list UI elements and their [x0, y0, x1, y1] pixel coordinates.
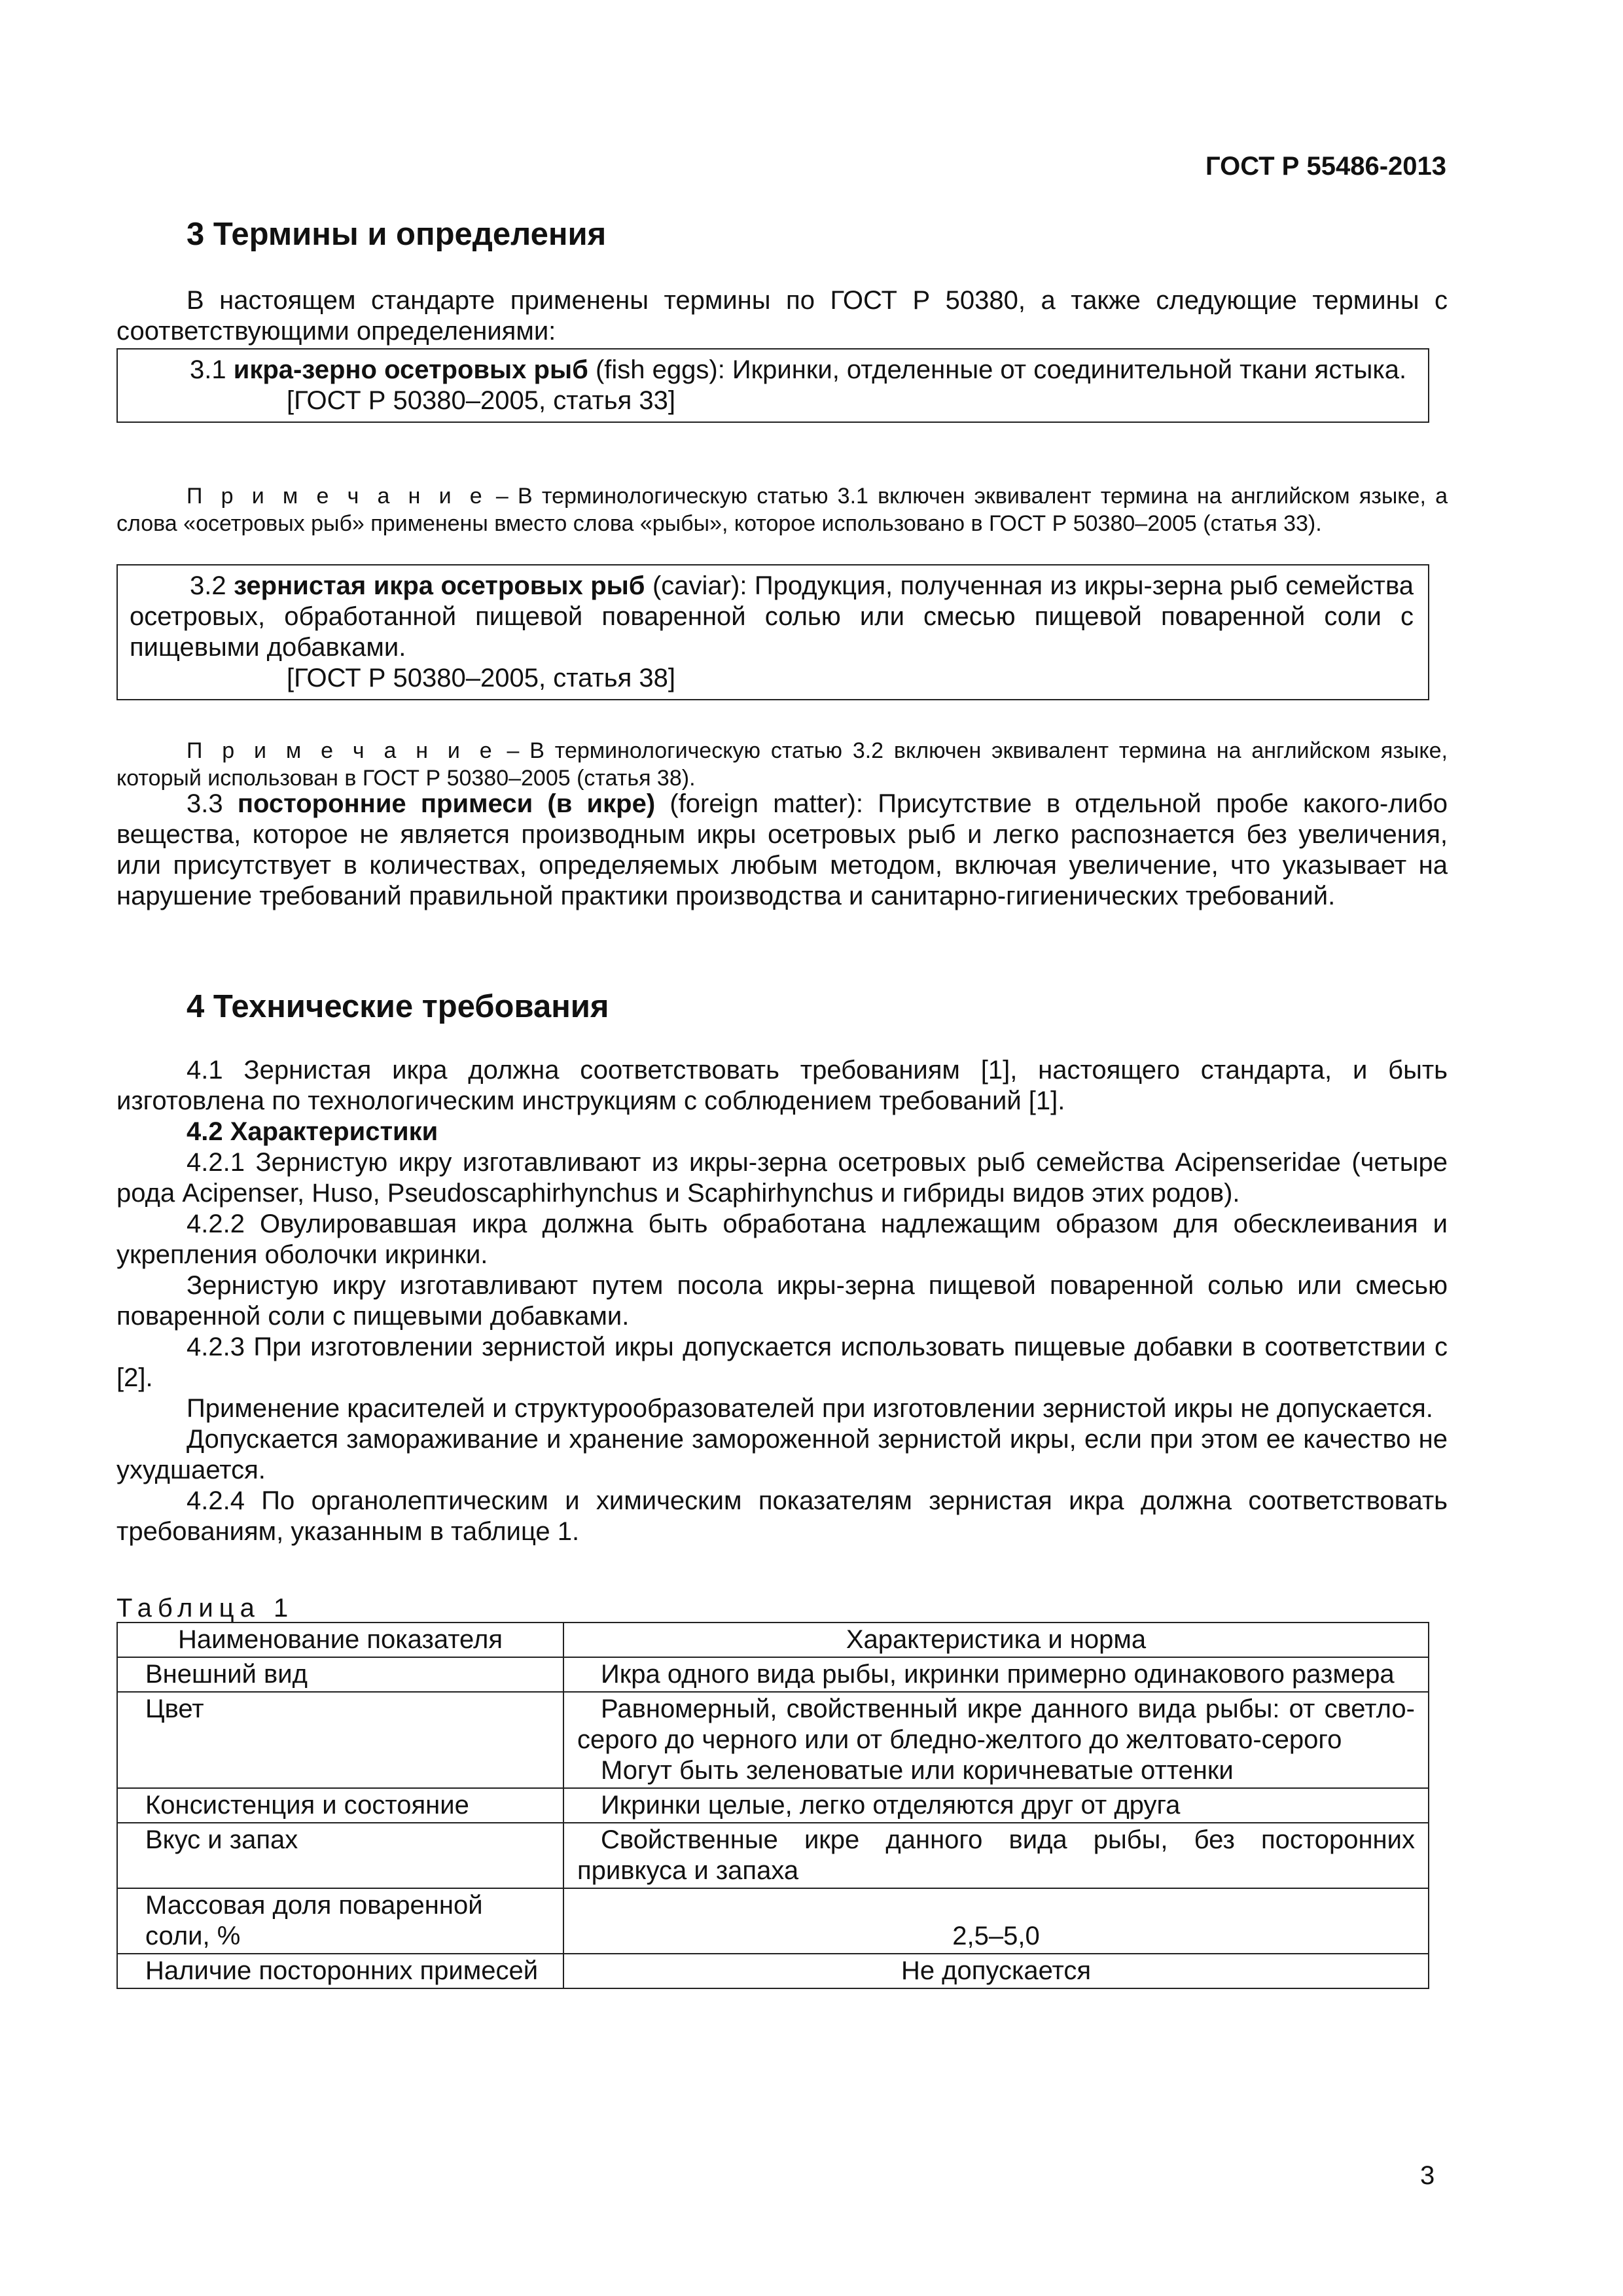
table-row: Внешний вид Икра одного вида рыбы, икринки примерно одинакового размера — [117, 1657, 1429, 1692]
table-header-value: Характеристика и норма — [563, 1623, 1429, 1657]
term-3-1: 3.1 икра-зерно осетровых рыб (fish eggs): Икринки, отделенные от соединительной ткани ястыка. — [190, 355, 1407, 384]
section-4-body — [116, 1055, 1448, 1547]
table-header-row — [117, 1623, 1429, 1657]
heading-4-2: 4.2 Характеристики — [187, 1117, 438, 1146]
term-3-1-name: икра-зерно осетровых рыб — [233, 355, 588, 384]
paragraph-4-2-2-b: Зернистую икру изготавливают путем посола икры-зерна пищевой поваренной солью или смесью поваренной соли с пищевыми добавками. — [116, 1271, 1448, 1331]
note-3-2: П р и м е ч а н и е – В терминологическую статью 3.2 включен эквивалент термина на английском языке, который использован в ГОСТ Р 50380–2005 (статья 38). — [116, 738, 1448, 791]
term-box-3-2 — [116, 564, 1429, 700]
table-header-name: Наименование показателя — [117, 1623, 563, 1657]
table-row: Цвет Равномерный, свойственный икре данного вида рыбы: от светло-серого до черного или от бледно-желтого до желтовато-серого Могут быть зеленоватые или коричневатые оттенки — [117, 1692, 1429, 1788]
term-3-2: 3.2 зернистая икра осетровых рыб (caviar): Продукция, полученная из икры-зерна рыб семейства осетровых, обработанной пищевой поваренной солью или смесью пищевой поваренной соли с пищевыми добавками. — [130, 571, 1414, 662]
section-4-title: 4 Технические требования — [187, 989, 609, 1024]
term-3-2-reference: [ГОСТ Р 50380–2005, статья 38] — [287, 664, 676, 692]
term-3-2-name: зернистая икра осетровых рыб — [234, 571, 645, 600]
table-1 — [116, 1622, 1429, 1989]
section-3-title: 3 Термины и определения — [187, 217, 607, 252]
table-row: Наличие посторонних примесей Не допускается — [117, 1954, 1429, 1988]
term-3-3: 3.3 посторонние примеси (в икре) (foreign matter): Присутствие в отдельной пробе какого-либо вещества, которое не является производным икры осетровых рыб и легко распознается без увеличения, или присутствует в количествах, определяемых любым методом, включая увеличение, что указывает на нарушение требований правильной практики производства и санитарно-гигиенических требований. — [116, 789, 1448, 910]
paragraph-4-2-3-c: Допускается замораживание и хранение замороженной зернистой икры, если при этом ее качество не ухудшается. — [116, 1425, 1448, 1484]
paragraph-4-2-1: 4.2.1 Зернистую икру изготавливают из икры-зерна осетровых рыб семейства Acipenseridae (четыре рода Acipenser, Huso, Pseudoscaphirhynchus и Scaphirhynchus и гибриды видов этих родов). — [116, 1148, 1448, 1208]
term-box-3-1 — [116, 348, 1429, 423]
section-3-intro: В настоящем стандарте применены термины по ГОСТ Р 50380, а также следующие термины с соответствующими определениями: — [116, 286, 1448, 346]
paragraph-4-2-2: 4.2.2 Овулировавшая икра должна быть обработана надлежащим образом для обесклеивания и укрепления оболочки икринки. — [116, 1210, 1448, 1269]
term-3-3-name: посторонние примеси (в икре) — [237, 789, 656, 818]
note-3-1: П р и м е ч а н и е – В терминологическую статью 3.1 включен эквивалент термина на английском языке, а слова «осетровых рыб» применены вместо слова «рыбы», которое использовано в ГОСТ Р 50380–2005 (статья 33). — [116, 484, 1448, 536]
table-row: Вкус и запах Свойственные икре данного вида рыбы, без посторонних привкуса и запаха — [117, 1823, 1429, 1888]
term-3-1-reference: [ГОСТ Р 50380–2005, статья 33] — [287, 386, 676, 415]
document-code: ГОСТ Р 55486-2013 — [1205, 152, 1446, 181]
paragraph-4-2-3: 4.2.3 При изготовлении зернистой икры допускается использовать пищевые добавки в соответствии с [2]. — [116, 1333, 1448, 1392]
page-number: 3 — [1420, 2161, 1435, 2190]
table-row: Консистенция и состояние Икринки целые, легко отделяются друг от друга — [117, 1788, 1429, 1823]
paragraph-4-2-3-b: Применение красителей и структурообразователей при изготовлении зернистой икры не допускается. — [187, 1394, 1433, 1423]
paragraph-4-2-4: 4.2.4 По органолептическим и химическим показателям зернистая икра должна соответствовать требованиям, указанным в таблице 1. — [116, 1486, 1448, 1546]
paragraph-4-1: 4.1 Зернистая икра должна соответствовать требованиям [1], настоящего стандарта, и быть изготовлена по технологическим инструкциям с соблюдением требований [1]. — [116, 1056, 1448, 1115]
table-caption: Таблица 1 — [116, 1594, 294, 1623]
table-row: Массовая доля поваренной соли, % 2,5–5,0 — [117, 1888, 1429, 1954]
